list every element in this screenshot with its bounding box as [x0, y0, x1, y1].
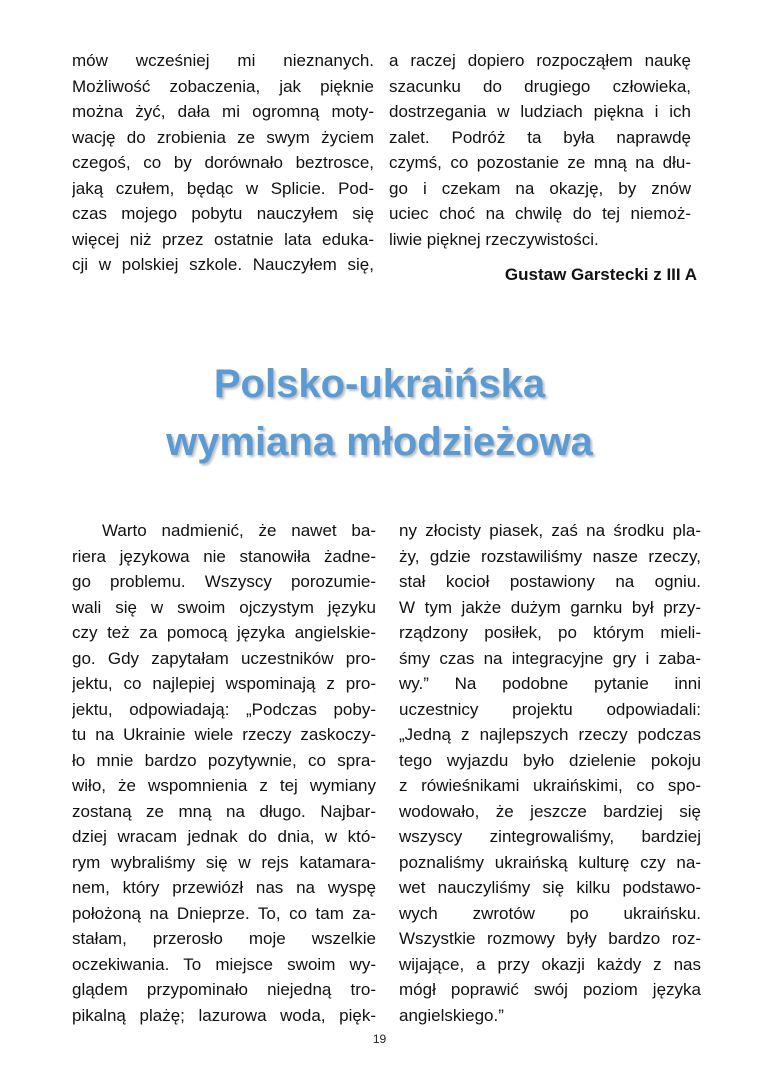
- text-line: stałam, przerosło moje wszelkie: [72, 929, 376, 948]
- text-line: wych zwrotów po ukraińsku.: [399, 903, 701, 923]
- text-line: oczekiwania. To miejsce swoim wy-: [72, 954, 376, 974]
- text-line: Wszystkie rozmowy były bardzo roz-: [399, 929, 701, 948]
- text-line: wijające, a przy okazji każdy z nas: [399, 954, 701, 974]
- text-line: czymś, co pozostanie ze mną na dłu-: [389, 153, 691, 172]
- text-line: pikalną plażę; lazurowa woda, pięk-: [72, 1005, 376, 1025]
- text-line: jaką czułem, będąc w Splicie. Pod-: [72, 178, 374, 198]
- text-line: Możliwość zobaczenia, jak pięknie: [72, 76, 374, 96]
- text-line: wiło, że wspomnienia z tej wymiany: [72, 776, 376, 795]
- text-line: cji w polskiej szkole. Nauczyłem się,: [72, 255, 374, 274]
- text-line: rządzony posiłek, po którym mieli-: [399, 623, 701, 642]
- text-line: liwie pięknej rzeczywistości.: [389, 229, 599, 249]
- text-line: jektu, co najlepiej wspominają z pro-: [72, 674, 376, 693]
- article2-right-column: [399, 518, 701, 1028]
- text-line: uciec choć na chwilę do tej niemoż-: [389, 204, 691, 223]
- text-line: szacunku do drugiego człowieka,: [389, 76, 691, 96]
- text-line: go i czekam na okazję, by znów: [389, 178, 691, 198]
- text-line: czy też za pomocą języka angielskie-: [72, 623, 376, 642]
- text-line: zalet. Podróż ta była naprawdę: [389, 127, 691, 147]
- text-line: dostrzegania w ludziach piękna i ich: [389, 102, 691, 121]
- text-line: W tym jakże dużym garnku był przy-: [399, 597, 701, 617]
- text-line: śmy czas na integracyjne gry i zaba-: [399, 648, 701, 668]
- text-line: można żyć, dała mi ogromną moty-: [72, 102, 374, 121]
- text-line: ło mnie bardzo pozytywnie, co spra-: [72, 750, 376, 770]
- text-line: „Jedną z najlepszych rzeczy podczas: [399, 725, 701, 744]
- text-line: angielskiego.”: [399, 1005, 504, 1025]
- text-line: mów wcześniej mi nieznanych.: [72, 51, 374, 70]
- text-line: wali się w swoim ojczystym języku: [72, 597, 376, 617]
- article2-left-column: [72, 518, 376, 1028]
- text-line: wodowało, że jeszcze bardziej się: [399, 801, 701, 821]
- title-line-2: wymiana młodzieżowa: [166, 420, 593, 464]
- text-line: z rówieśnikami ukraińskimi, co spo-: [399, 776, 701, 795]
- text-line: wszyscy zintegrowaliśmy, bardziej: [399, 827, 701, 846]
- text-line: tu na Ukrainie wiele rzeczy zaskoczy-: [72, 725, 376, 744]
- article-title: [0, 355, 759, 471]
- title-line-1: Polsko-ukraińska: [213, 362, 546, 406]
- text-line: stał kocioł postawiony na ogniu.: [399, 572, 701, 591]
- text-line: glądem przypominało niejedną tro-: [72, 980, 376, 999]
- article1-left-column: [72, 48, 374, 278]
- text-line: go problemu. Wszyscy porozumie-: [72, 572, 376, 591]
- text-line: rym wybraliśmy się w rejs katamara-: [72, 852, 376, 872]
- text-line: czegoś, co by dorównało beztrosce,: [72, 153, 374, 172]
- text-line: ny złocisty piasek, zaś na środku pla-: [399, 521, 701, 540]
- text-line: Warto nadmienić, że nawet ba-: [102, 521, 376, 540]
- text-line: go. Gdy zapytałam uczestników pro-: [72, 648, 376, 668]
- text-line: wy.” Na podobne pytanie inni: [399, 674, 701, 693]
- text-line: ży, gdzie rozstawiliśmy nasze rzeczy,: [399, 546, 701, 566]
- text-line: więcej niż przez ostatnie lata eduka-: [72, 229, 374, 249]
- text-line: zostaną ze mną na długo. Najbar-: [72, 801, 376, 821]
- text-line: riera językowa nie stanowiła żadne-: [72, 546, 376, 566]
- article1-right-column: [389, 48, 691, 252]
- text-line: wację do zrobienia ze swym życiem: [72, 127, 374, 147]
- page-number: 19: [372, 1032, 387, 1046]
- text-line: położoną na Dnieprze. To, co tam za-: [72, 903, 376, 923]
- text-line: a raczej dopiero rozpocząłem naukę: [389, 51, 691, 70]
- text-line: jektu, odpowiadają: „Podczas poby-: [72, 699, 376, 719]
- text-line: dziej wracam jednak do dnia, w któ-: [72, 827, 376, 846]
- text-line: czas mojego pobytu nauczyłem się: [72, 204, 374, 223]
- text-line: uczestnicy projektu odpowiadali:: [399, 699, 701, 719]
- text-line: tego wyjazdu było dzielenie pokoju: [399, 750, 701, 770]
- text-line: poznaliśmy ukraińską kulturę czy na-: [399, 852, 701, 872]
- text-line: mógł poprawić swój poziom języka: [399, 980, 701, 999]
- text-line: nem, który przewiózł nas na wyspę: [72, 878, 376, 897]
- article-author: Gustaw Garstecki z III A: [504, 265, 697, 284]
- text-line: wet nauczyliśmy się kilku podstawo-: [399, 878, 701, 897]
